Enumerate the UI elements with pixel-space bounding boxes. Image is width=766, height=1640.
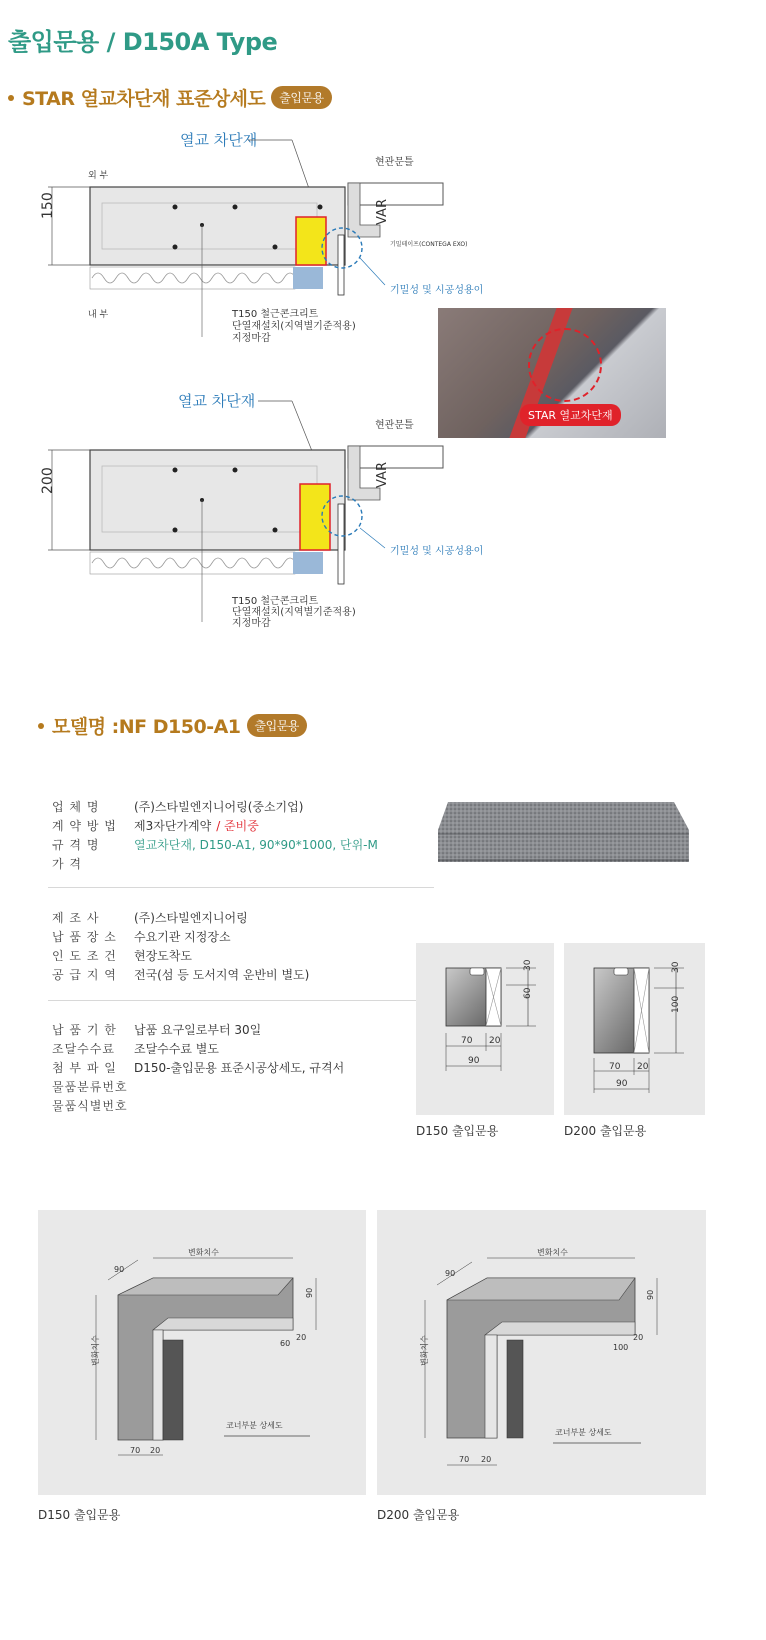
dim-100: 100 [671,995,681,1013]
seal-note-2: 기밀성 및 시공성용이 [390,546,484,557]
detail-drawing-150 [30,125,484,345]
spec-row [52,836,378,853]
spec-row [52,1097,134,1114]
dim-70: 70 [130,1446,141,1455]
frame-label: 현관문틀 [375,157,414,168]
corner-label: 코너부분 상세도 [555,1428,612,1437]
page-title: 출입문용 / D150A Type [8,28,278,56]
divider [48,887,434,888]
spec-row [52,1078,134,1095]
inner-label: 내 부 [88,310,109,320]
spec-value: 수요기관 지정장소 [134,930,231,944]
dim-20: 20 [489,1036,501,1046]
spec-key: 업 체 명 [52,800,100,814]
dim-30: 30 [523,959,533,971]
corner-label: 코너부분 상세도 [226,1421,283,1430]
tape-label: 기밀테이프(CONTEGA EXO) [390,241,468,248]
frame-label-2: 현관문틀 [375,420,414,431]
badge-door-2: 출입문용 [247,714,307,737]
dim-20-a: 20 [296,1333,307,1342]
spec-row [52,947,192,964]
model-title-text: 모델명 :NF D150-A1 [52,716,241,738]
callout-label: 열교 차단재 [180,131,258,149]
dim-20-b: 20 [150,1446,161,1455]
spec-row [52,928,231,945]
spec-row [52,798,303,815]
dim-20-b: 20 [481,1455,492,1464]
spec-row [52,817,259,834]
spec-row [52,966,309,983]
corner-d200-panel [377,1210,706,1495]
product-block-image [434,800,696,870]
spec-value: 납품 요구일로부터 30일 [134,1023,262,1037]
spec-key: 인 도 조 건 [52,949,117,963]
dim-60: 60 [280,1339,291,1348]
spec-value: D150-출입문용 표준시공상세도, 규격서 [134,1061,345,1075]
dim-70: 70 [459,1455,470,1464]
divider [48,1000,434,1001]
corner-d150-drawing [38,1210,366,1495]
section-title-text: STAR 열교차단재 표준상세도 [22,88,266,110]
var-top-label: 변화치수 [188,1248,219,1257]
dim-90-a: 90 [114,1265,125,1274]
layer-3: 지정마감 [232,333,271,344]
spec-key: 납 품 장 소 [52,930,117,944]
spec-key: 제 조 사 [52,911,100,925]
dim-90-a: 90 [445,1269,456,1278]
dim-90-b: 90 [305,1287,314,1298]
spec-value: (주)스타빌엔지니어링(중소기업) [134,800,304,814]
spec-row [52,1021,261,1038]
spec-row [52,855,134,872]
dim-70: 70 [461,1036,473,1046]
bullet-icon [38,723,44,729]
section-d150-panel [416,943,554,1115]
spec-value: 조달수수료 별도 [134,1042,219,1056]
spec-value: 현장도착도 [134,949,192,963]
spec-key: 규 격 명 [52,838,100,852]
spec-row [52,1040,219,1057]
spec-value: 열교차단재, D150-A1, 90*90*1000, 단위-M [134,838,378,852]
var-side-label: 변화치수 [91,1335,100,1366]
var-label-2: VAR [375,462,390,488]
var-side-label: 변화치수 [420,1335,429,1366]
spec-row [52,1059,344,1076]
layer-1: T150 철근콘크리트 [232,309,319,320]
section-title-model [38,712,307,739]
badge-door: 출입문용 [271,86,331,109]
outer-label: 외 부 [88,171,109,181]
spec-key: 첨 부 파 일 [52,1061,117,1075]
spec-status: / 준비중 [216,819,259,833]
spec-key: 가 격 [52,857,82,871]
spec-key: 조달수수료 [52,1042,115,1056]
dim-200: 200 [40,467,56,494]
corner-d200-drawing [377,1210,706,1495]
section-d200-drawing [564,943,705,1115]
caption-d150: D150 출입문용 [416,1124,499,1138]
spec-key: 납 품 기 한 [52,1023,117,1037]
dim-20-a: 20 [633,1333,644,1342]
spec-key: 공 급 지 역 [52,968,117,982]
spec-row [52,909,248,926]
dim-100: 100 [613,1343,629,1352]
var-top-label: 변화치수 [537,1248,568,1257]
dim-90-b: 90 [646,1289,655,1300]
dim-90: 90 [616,1079,628,1089]
caption-d200: D200 출입문용 [564,1124,647,1138]
spec-key: 물품분류번호 [52,1080,128,1094]
layer-2b: 단열재설치(지역별기준적용) [232,607,356,618]
caption-corner-d200: D200 출입문용 [377,1508,460,1522]
section-title-detail [8,84,332,111]
spec-value: (주)스타빌엔지니어링 [134,911,248,925]
callout-label-2: 열교 차단재 [178,392,256,410]
layer-1b: T150 철근콘크리트 [232,596,319,607]
dim-30: 30 [671,961,681,973]
spec-key: 계 약 방 법 [52,819,117,833]
caption-corner-d150: D150 출입문용 [38,1508,121,1522]
dim-70: 70 [609,1062,621,1072]
photo-label: STAR 열교차단재 [520,404,621,426]
var-label: VAR [375,199,390,225]
seal-note: 기밀성 및 시공성용이 [390,285,484,296]
bullet-icon [8,95,14,101]
section-d150-drawing [416,943,554,1115]
layer-3b: 지정마감 [232,618,271,629]
spec-value: 제3자단가계약 [134,819,212,833]
spec-key: 물품식별번호 [52,1099,128,1113]
dim-150: 150 [40,192,56,219]
spec-value: 전국(섬 등 도서지역 운반비 별도) [134,968,310,982]
layer-2: 단열재설치(지역별기준적용) [232,321,356,332]
detail-drawing-200 [30,388,490,628]
photo-circle [528,328,602,402]
section-d200-panel [564,943,705,1115]
dim-90: 90 [468,1056,480,1066]
dim-20: 20 [637,1062,649,1072]
corner-d150-panel [38,1210,366,1495]
dim-60: 60 [523,987,533,999]
